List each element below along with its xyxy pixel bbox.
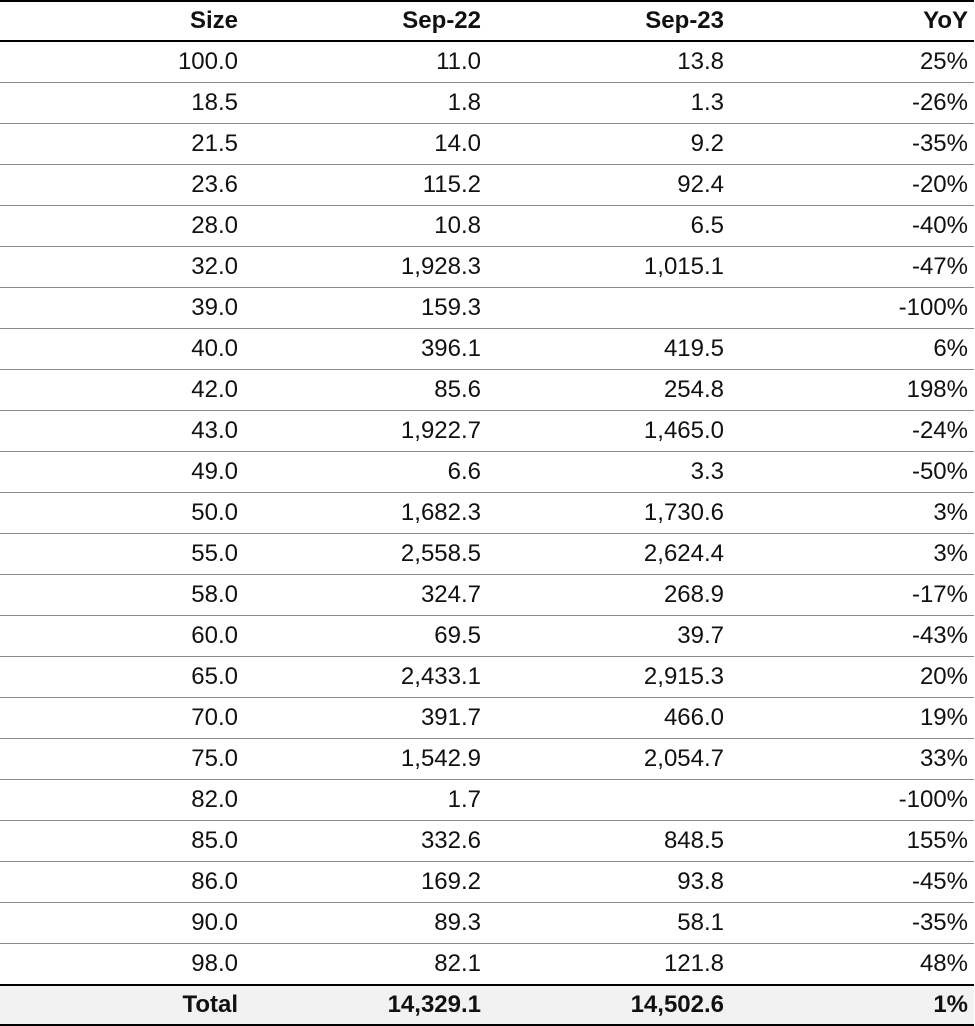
cell-sep-23: 1.3 — [487, 83, 730, 124]
cell-sep-22: 14.0 — [244, 124, 487, 165]
cell-sep-22: 69.5 — [244, 616, 487, 657]
total-row — [0, 985, 974, 1025]
table-row — [0, 411, 974, 452]
cell-sep-22: 1,542.9 — [244, 739, 487, 780]
cell-size: 32.0 — [0, 247, 244, 288]
cell-size: 100.0 — [0, 41, 244, 83]
cell-size: 39.0 — [0, 288, 244, 329]
table-row — [0, 452, 974, 493]
cell-sep-22: 1,922.7 — [244, 411, 487, 452]
cell-sep-23: 58.1 — [487, 903, 730, 944]
cell-sep-22: 391.7 — [244, 698, 487, 739]
total-cell-sep-23: 14,502.6 — [487, 985, 730, 1025]
cell-sep-23: 2,624.4 — [487, 534, 730, 575]
table-row — [0, 903, 974, 944]
cell-sep-22: 82.1 — [244, 944, 487, 986]
cell-sep-22: 324.7 — [244, 575, 487, 616]
cell-yoy: 3% — [730, 493, 974, 534]
cell-sep-23: 92.4 — [487, 165, 730, 206]
cell-size: 58.0 — [0, 575, 244, 616]
cell-sep-22: 396.1 — [244, 329, 487, 370]
cell-size: 85.0 — [0, 821, 244, 862]
cell-sep-23 — [487, 288, 730, 329]
table-row — [0, 370, 974, 411]
cell-sep-22: 6.6 — [244, 452, 487, 493]
column-header-yoy: YoY — [730, 1, 974, 41]
table-row — [0, 575, 974, 616]
cell-sep-23: 39.7 — [487, 616, 730, 657]
cell-sep-23: 93.8 — [487, 862, 730, 903]
cell-yoy: -47% — [730, 247, 974, 288]
cell-sep-22: 10.8 — [244, 206, 487, 247]
column-header-size: Size — [0, 1, 244, 41]
cell-size: 42.0 — [0, 370, 244, 411]
table-footer — [0, 985, 974, 1025]
cell-sep-22: 1.7 — [244, 780, 487, 821]
cell-sep-22: 89.3 — [244, 903, 487, 944]
cell-yoy: 3% — [730, 534, 974, 575]
table-row — [0, 821, 974, 862]
cell-yoy: -20% — [730, 165, 974, 206]
cell-size: 65.0 — [0, 657, 244, 698]
total-cell-size: Total — [0, 985, 244, 1025]
cell-yoy: -35% — [730, 903, 974, 944]
table-row — [0, 493, 974, 534]
table-row — [0, 206, 974, 247]
cell-yoy: -40% — [730, 206, 974, 247]
cell-size: 75.0 — [0, 739, 244, 780]
cell-yoy: 155% — [730, 821, 974, 862]
cell-sep-23: 466.0 — [487, 698, 730, 739]
cell-sep-23: 121.8 — [487, 944, 730, 986]
cell-size: 60.0 — [0, 616, 244, 657]
table-header — [0, 1, 974, 41]
cell-sep-23: 1,465.0 — [487, 411, 730, 452]
cell-size: 90.0 — [0, 903, 244, 944]
column-header-sep-23: Sep-23 — [487, 1, 730, 41]
cell-sep-23: 2,915.3 — [487, 657, 730, 698]
cell-sep-23: 2,054.7 — [487, 739, 730, 780]
table-row — [0, 288, 974, 329]
table-row — [0, 41, 974, 83]
cell-sep-23: 6.5 — [487, 206, 730, 247]
cell-yoy: -26% — [730, 83, 974, 124]
cell-sep-22: 11.0 — [244, 41, 487, 83]
cell-yoy: 20% — [730, 657, 974, 698]
cell-size: 40.0 — [0, 329, 244, 370]
cell-yoy: 6% — [730, 329, 974, 370]
column-header-sep-22: Sep-22 — [244, 1, 487, 41]
cell-size: 86.0 — [0, 862, 244, 903]
table-row — [0, 124, 974, 165]
cell-sep-22: 1.8 — [244, 83, 487, 124]
cell-sep-22: 2,433.1 — [244, 657, 487, 698]
cell-yoy: -17% — [730, 575, 974, 616]
table-row — [0, 83, 974, 124]
table-row — [0, 616, 974, 657]
cell-sep-23: 1,730.6 — [487, 493, 730, 534]
cell-yoy: 198% — [730, 370, 974, 411]
cell-sep-23: 254.8 — [487, 370, 730, 411]
cell-yoy: 19% — [730, 698, 974, 739]
cell-sep-23: 9.2 — [487, 124, 730, 165]
cell-size: 82.0 — [0, 780, 244, 821]
table-row — [0, 657, 974, 698]
cell-sep-22: 169.2 — [244, 862, 487, 903]
cell-size: 43.0 — [0, 411, 244, 452]
cell-sep-23: 419.5 — [487, 329, 730, 370]
cell-yoy: -35% — [730, 124, 974, 165]
cell-size: 50.0 — [0, 493, 244, 534]
cell-size: 70.0 — [0, 698, 244, 739]
cell-yoy: -43% — [730, 616, 974, 657]
cell-sep-23: 1,015.1 — [487, 247, 730, 288]
table-row — [0, 780, 974, 821]
table-row — [0, 862, 974, 903]
cell-yoy: -100% — [730, 780, 974, 821]
cell-sep-23: 3.3 — [487, 452, 730, 493]
cell-sep-23: 13.8 — [487, 41, 730, 83]
table-row — [0, 739, 974, 780]
cell-sep-23: 848.5 — [487, 821, 730, 862]
table-row — [0, 698, 974, 739]
cell-yoy: -45% — [730, 862, 974, 903]
cell-yoy: -100% — [730, 288, 974, 329]
cell-sep-22: 115.2 — [244, 165, 487, 206]
cell-yoy: -24% — [730, 411, 974, 452]
table-row — [0, 534, 974, 575]
cell-sep-23: 268.9 — [487, 575, 730, 616]
cell-size: 98.0 — [0, 944, 244, 986]
header-row — [0, 1, 974, 41]
total-cell-yoy: 1% — [730, 985, 974, 1025]
cell-sep-22: 85.6 — [244, 370, 487, 411]
cell-size: 55.0 — [0, 534, 244, 575]
table-row — [0, 165, 974, 206]
cell-sep-22: 159.3 — [244, 288, 487, 329]
table-row — [0, 329, 974, 370]
cell-yoy: 48% — [730, 944, 974, 986]
cell-sep-22: 332.6 — [244, 821, 487, 862]
cell-sep-22: 1,928.3 — [244, 247, 487, 288]
cell-sep-23 — [487, 780, 730, 821]
cell-size: 23.6 — [0, 165, 244, 206]
cell-sep-22: 1,682.3 — [244, 493, 487, 534]
cell-size: 28.0 — [0, 206, 244, 247]
total-cell-sep-22: 14,329.1 — [244, 985, 487, 1025]
cell-yoy: 25% — [730, 41, 974, 83]
cell-size: 21.5 — [0, 124, 244, 165]
table-body — [0, 41, 974, 985]
cell-size: 49.0 — [0, 452, 244, 493]
cell-yoy: -50% — [730, 452, 974, 493]
cell-size: 18.5 — [0, 83, 244, 124]
table-row — [0, 944, 974, 986]
cell-yoy: 33% — [730, 739, 974, 780]
cell-sep-22: 2,558.5 — [244, 534, 487, 575]
table-row — [0, 247, 974, 288]
